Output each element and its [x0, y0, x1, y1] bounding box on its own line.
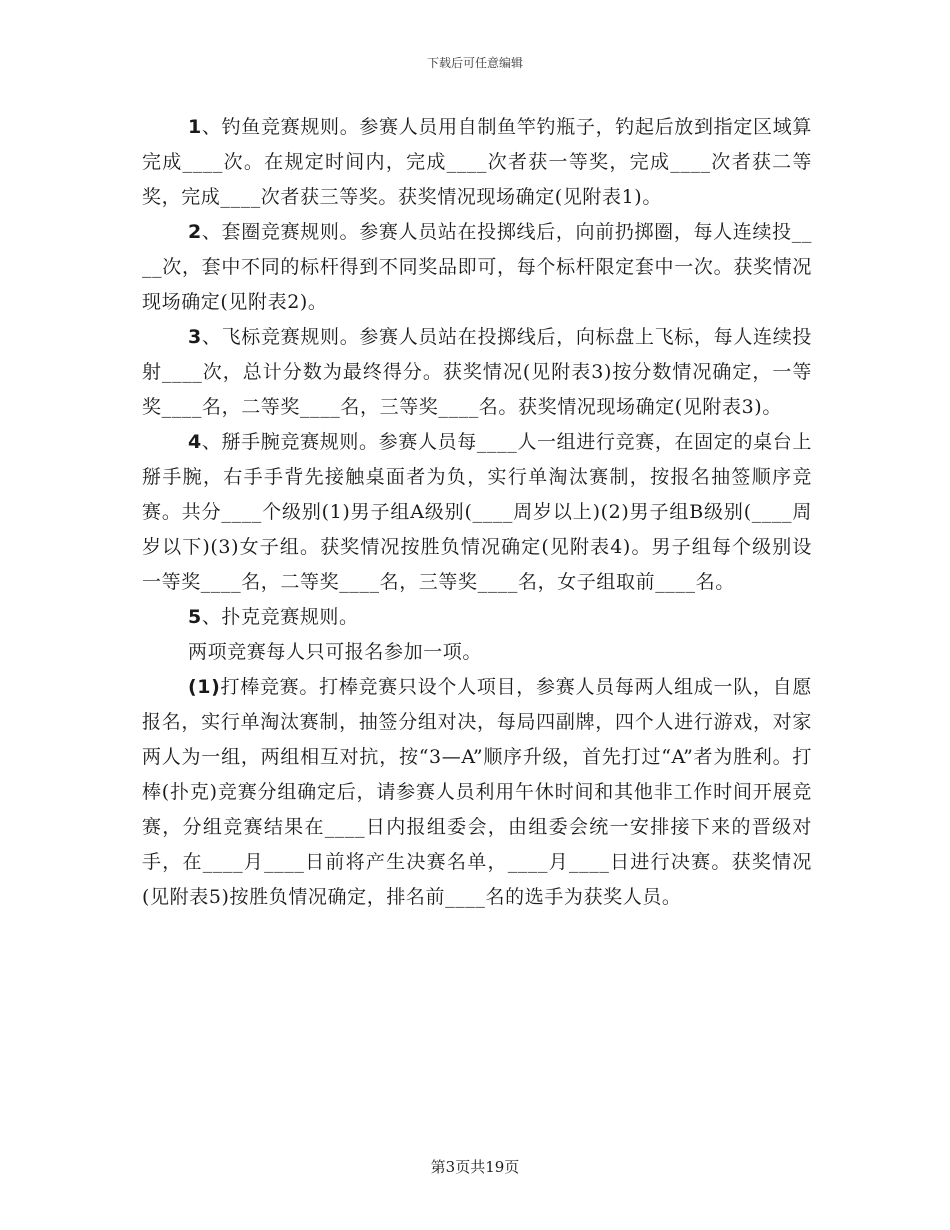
- paragraph-text: 两项竞赛每人只可报名参加一项。: [188, 641, 483, 663]
- paragraph-number: 1: [188, 116, 202, 138]
- paragraph-text: 、扑克竞赛规则。: [201, 606, 359, 628]
- rule-paragraph-arm-wrestling: [142, 425, 812, 600]
- paragraph-text: 、飞标竞赛规则。参赛人员站在投掷线后，向标盘上飞标，每人连续投射____次，总计分数为最终得分。获奖情况(见附表3)按分数情况确定，一等奖____名，二等奖____名，三等奖____名。获奖情况现场确定(见附表3)。: [142, 326, 812, 418]
- paragraph-text: 打棒竞赛。打棒竞赛只设个人项目，参赛人员每两人组成一队，自愿报名，实行单淘汰赛制，抽签分组对决，每局四副牌，四个人进行游戏，对家两人为一组，两组相互对抗，按“3—A”顺序升级，首先打过“A”者为胜利。打棒(扑克)竞赛分组确定后，请参赛人员利用午休时间和其他非工作时间开展竞赛，分组竞赛结果在____日内报组委会，由组委会统一安排接下来的晋级对手，在____月____日前将产生决赛名单，____月____日进行决赛。获奖情况(见附表5)按胜负情况确定，排名前____名的选手为获奖人员。: [142, 676, 812, 908]
- paragraph-number: 5: [188, 606, 202, 628]
- rule-paragraph-fishing: [142, 110, 812, 215]
- paragraph-number: 2: [188, 221, 202, 243]
- paragraph-text: 、钓鱼竞赛规则。参赛人员用自制鱼竿钓瓶子，钓起后放到指定区域算完成____次。在规定时间内，完成____次者获一等奖，完成____次者获二等奖，完成____次者获三等奖。获奖情况现场确定(见附表1)。: [142, 116, 812, 208]
- rule-paragraph-poker: [142, 600, 812, 635]
- paragraph-number: 3: [188, 326, 202, 348]
- rule-paragraph-entry-limit: [142, 635, 812, 670]
- rule-paragraph-darts: [142, 320, 812, 425]
- paragraph-text: 、掰手腕竞赛规则。参赛人员每____人一组进行竞赛，在固定的桌台上掰手腕，右手手背先接触桌面者为负，实行单淘汰赛制，按报名抽签顺序竞赛。共分____个级别(1)男子组A级别(____周岁以上)(2)男子组B级别(____周岁以下)(3)女子组。获奖情况按胜负情况确定(见附表4)。男子组每个级别设一等奖____名，二等奖____名，三等奖____名，女子组取前____名。: [142, 431, 812, 593]
- rule-paragraph-dabang: [142, 670, 812, 915]
- page-number: 第3页共19页: [430, 1158, 520, 1176]
- page-header: 下载后可任意编辑: [426, 56, 523, 70]
- document-body: [142, 110, 812, 915]
- paragraph-number: (1): [188, 676, 221, 698]
- paragraph-text: 、套圈竞赛规则。参赛人员站在投掷线后，向前扔掷圈，每人连续投____次，套中不同的标杆得到不同奖品即可，每个标杆限定套中一次。获奖情况现场确定(见附表2)。: [142, 221, 812, 313]
- rule-paragraph-ring-toss: [142, 215, 812, 320]
- paragraph-number: 4: [188, 431, 202, 453]
